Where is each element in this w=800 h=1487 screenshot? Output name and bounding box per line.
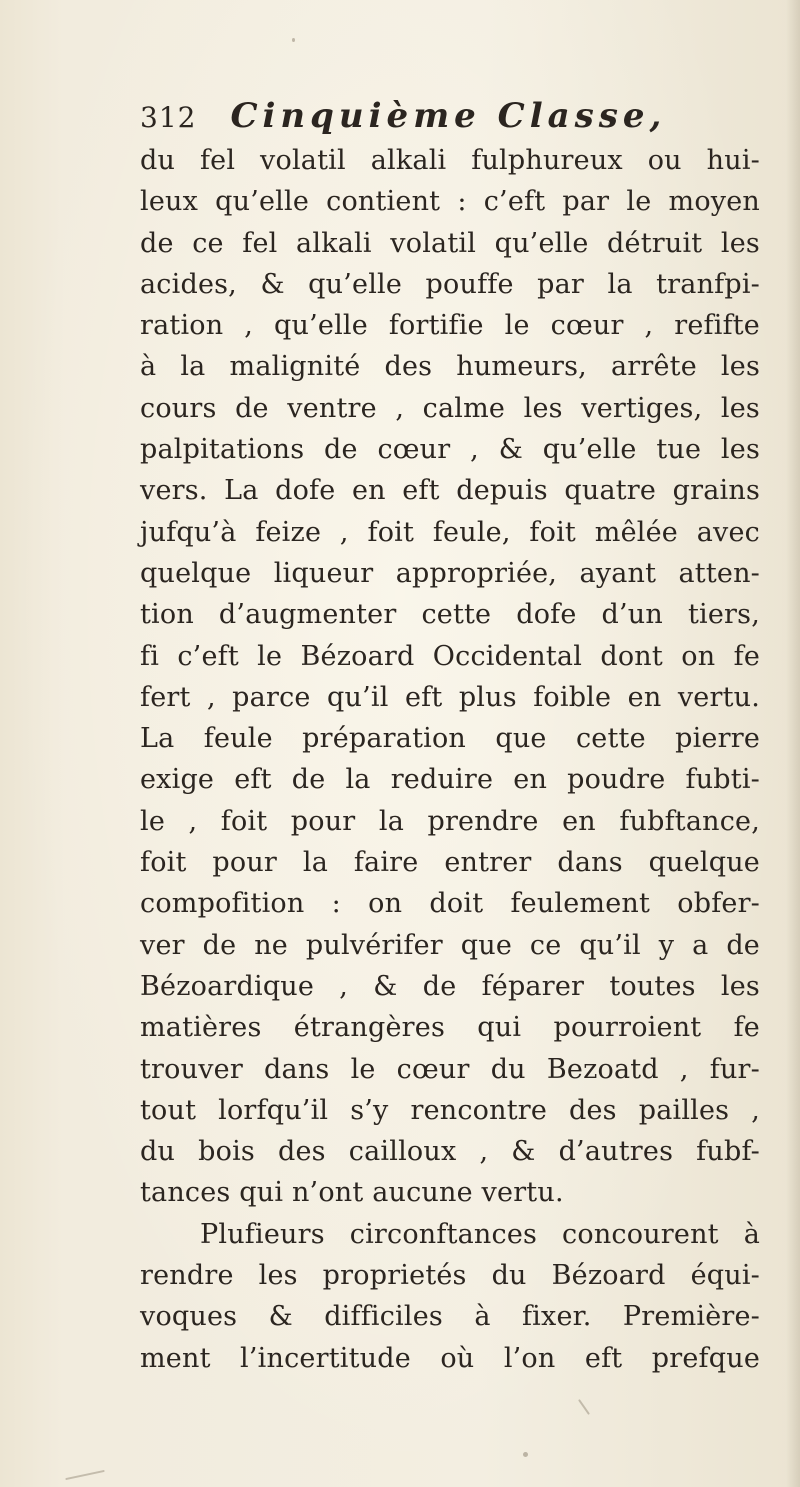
text-line: tout lorfqu’il s’y rencontre des pailles ,: [140, 1094, 760, 1126]
text-line: ver de ne pulvérifer que ce qu’il y a de: [140, 929, 760, 961]
text-line: rendre les proprietés du Bézoard équi-: [140, 1260, 760, 1292]
text-line: compofition : on doit feulement obfer-: [140, 888, 760, 920]
text-line: fi c’eft le Bézoard Occidental dont on fe: [140, 640, 760, 672]
text-line: le , foit pour la prendre en fubftance,: [140, 805, 760, 837]
text-line: exige eft de la reduire en poudre fubti-: [140, 764, 760, 796]
ink-speck: [65, 1470, 105, 1480]
text-line: Bézoardique , & de féparer toutes les: [140, 970, 760, 1002]
text-line: ration , qu’elle fortifie le cœur , refifte: [140, 310, 760, 342]
running-head: Cinquième Classe,: [230, 96, 667, 136]
text-line: leux qu’elle contient : c’eft par le moyen: [140, 186, 760, 218]
text-line: quelque liqueur appropriée, ayant atten-: [140, 557, 760, 589]
page-header: [140, 96, 740, 146]
text-line: cours de ventre , calme les vertiges, les: [140, 392, 760, 424]
text-line: foit pour la faire entrer dans quelque: [140, 847, 760, 879]
body-text: [140, 140, 760, 1379]
text-line: du bois des cailloux , & d’autres fubf-: [140, 1136, 760, 1168]
text-line: acides, & qu’elle pouffe par la tranfpi-: [140, 268, 760, 300]
page-number: 312: [140, 101, 197, 134]
paragraph-end-line: tances qui n’ont aucune vertu.: [140, 1177, 564, 1209]
ink-speck: [523, 1452, 528, 1457]
text-line: à la malignité des humeurs, arrête les: [140, 351, 760, 383]
ink-speck: [292, 38, 295, 42]
page-edge-shadow: [786, 0, 800, 1487]
text-line: de ce fel alkali volatil qu’elle détruit les: [140, 227, 760, 259]
text-line: matières étrangères qui pourroient fe: [140, 1012, 760, 1044]
text-line: jufqu’à feize , foit feule, foit mêlée avec: [140, 516, 760, 548]
text-line: vers. La dofe en eft depuis quatre grains: [140, 475, 760, 507]
text-line: fert , parce qu’il eft plus foible en vertu.: [140, 681, 760, 713]
text-line: ment l’incertitude où l’on eft prefque: [140, 1342, 760, 1374]
text-line: palpitations de cœur , & qu’elle tue les: [140, 434, 760, 466]
ink-speck: [578, 1399, 590, 1415]
text-line: du fel volatil alkali fulphureux ou hui-: [140, 145, 760, 176]
paragraph-start-line: Plufieurs circonftances concourent à: [200, 1218, 760, 1250]
text-line: La feule préparation que cette pierre: [140, 723, 760, 755]
text-line: voques & difficiles à fixer. Première-: [140, 1301, 760, 1333]
text-line: trouver dans le cœur du Bezoatd , fur-: [140, 1053, 760, 1085]
text-line: tion d’augmenter cette dofe d’un tiers,: [140, 599, 760, 631]
